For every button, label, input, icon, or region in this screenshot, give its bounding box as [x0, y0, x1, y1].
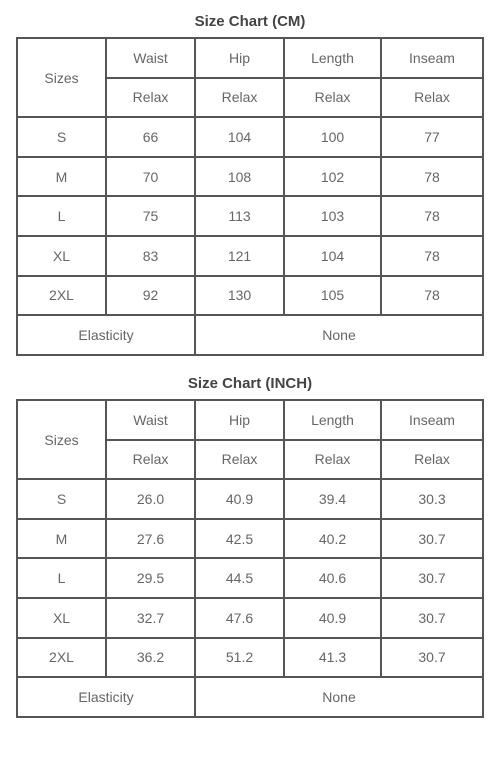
value-cell: 105 — [284, 276, 381, 316]
table-row — [17, 479, 483, 519]
value-cell: 26.0 — [106, 479, 195, 519]
elasticity-row — [17, 315, 483, 355]
value-cell: 83 — [106, 236, 195, 276]
value-cell: 30.7 — [381, 638, 483, 678]
value-cell: 104 — [284, 236, 381, 276]
value-cell: 102 — [284, 157, 381, 197]
value-cell: 78 — [381, 196, 483, 236]
elasticity-value: None — [195, 315, 483, 355]
value-cell: 32.7 — [106, 598, 195, 638]
elasticity-label: Elasticity — [17, 315, 195, 355]
value-cell: 41.3 — [284, 638, 381, 678]
value-cell: 78 — [381, 236, 483, 276]
value-cell: 29.5 — [106, 558, 195, 598]
column-header-length: Length — [284, 400, 381, 440]
size-cell: M — [17, 157, 106, 197]
subheader-cell: Relax — [106, 440, 195, 480]
header-row — [17, 38, 483, 78]
table-row — [17, 117, 483, 157]
size-chart-cm-table — [16, 37, 484, 356]
value-cell: 100 — [284, 117, 381, 157]
elasticity-row — [17, 677, 483, 717]
elasticity-label: Elasticity — [17, 677, 195, 717]
size-cell: S — [17, 479, 106, 519]
value-cell: 77 — [381, 117, 483, 157]
subheader-cell: Relax — [195, 440, 284, 480]
value-cell: 78 — [381, 276, 483, 316]
value-cell: 104 — [195, 117, 284, 157]
size-chart-inch-table — [16, 399, 484, 718]
value-cell: 44.5 — [195, 558, 284, 598]
value-cell: 51.2 — [195, 638, 284, 678]
value-cell: 36.2 — [106, 638, 195, 678]
elasticity-value: None — [195, 677, 483, 717]
header-row — [17, 400, 483, 440]
column-header-inseam: Inseam — [381, 38, 483, 78]
value-cell: 130 — [195, 276, 284, 316]
value-cell: 40.9 — [195, 479, 284, 519]
value-cell: 47.6 — [195, 598, 284, 638]
column-header-length: Length — [284, 38, 381, 78]
value-cell: 30.3 — [381, 479, 483, 519]
column-header-waist: Waist — [106, 400, 195, 440]
size-cell: XL — [17, 236, 106, 276]
value-cell: 108 — [195, 157, 284, 197]
subheader-cell: Relax — [106, 78, 195, 118]
subheader-cell: Relax — [284, 440, 381, 480]
value-cell: 92 — [106, 276, 195, 316]
size-cell: L — [17, 196, 106, 236]
value-cell: 30.7 — [381, 519, 483, 559]
value-cell: 40.6 — [284, 558, 381, 598]
value-cell: 78 — [381, 157, 483, 197]
subheader-cell: Relax — [381, 440, 483, 480]
value-cell: 113 — [195, 196, 284, 236]
value-cell: 103 — [284, 196, 381, 236]
size-cell: L — [17, 558, 106, 598]
column-header-hip: Hip — [195, 400, 284, 440]
value-cell: 30.7 — [381, 598, 483, 638]
value-cell: 42.5 — [195, 519, 284, 559]
table-row — [17, 236, 483, 276]
column-header-waist: Waist — [106, 38, 195, 78]
column-header-inseam: Inseam — [381, 400, 483, 440]
size-chart-cm-title: Size Chart (CM) — [194, 13, 306, 30]
value-cell: 121 — [195, 236, 284, 276]
table-row — [17, 519, 483, 559]
value-cell: 40.9 — [284, 598, 381, 638]
size-cell: M — [17, 519, 106, 559]
size-cell: XL — [17, 598, 106, 638]
value-cell: 30.7 — [381, 558, 483, 598]
table-row — [17, 638, 483, 678]
size-chart-inch-title: Size Chart (INCH) — [187, 375, 313, 392]
table-row — [17, 196, 483, 236]
table-row — [17, 157, 483, 197]
subheader-cell: Relax — [284, 78, 381, 118]
value-cell: 40.2 — [284, 519, 381, 559]
value-cell: 75 — [106, 196, 195, 236]
table-row — [17, 598, 483, 638]
size-cell: 2XL — [17, 276, 106, 316]
size-cell: S — [17, 117, 106, 157]
table-row — [17, 276, 483, 316]
value-cell: 27.6 — [106, 519, 195, 559]
subheader-cell: Relax — [195, 78, 284, 118]
subheader-cell: Relax — [381, 78, 483, 118]
value-cell: 70 — [106, 157, 195, 197]
table-row — [17, 558, 483, 598]
column-header-hip: Hip — [195, 38, 284, 78]
value-cell: 66 — [106, 117, 195, 157]
value-cell: 39.4 — [284, 479, 381, 519]
size-cell: 2XL — [17, 638, 106, 678]
sizes-header: Sizes — [17, 400, 106, 479]
sizes-header: Sizes — [17, 38, 106, 117]
